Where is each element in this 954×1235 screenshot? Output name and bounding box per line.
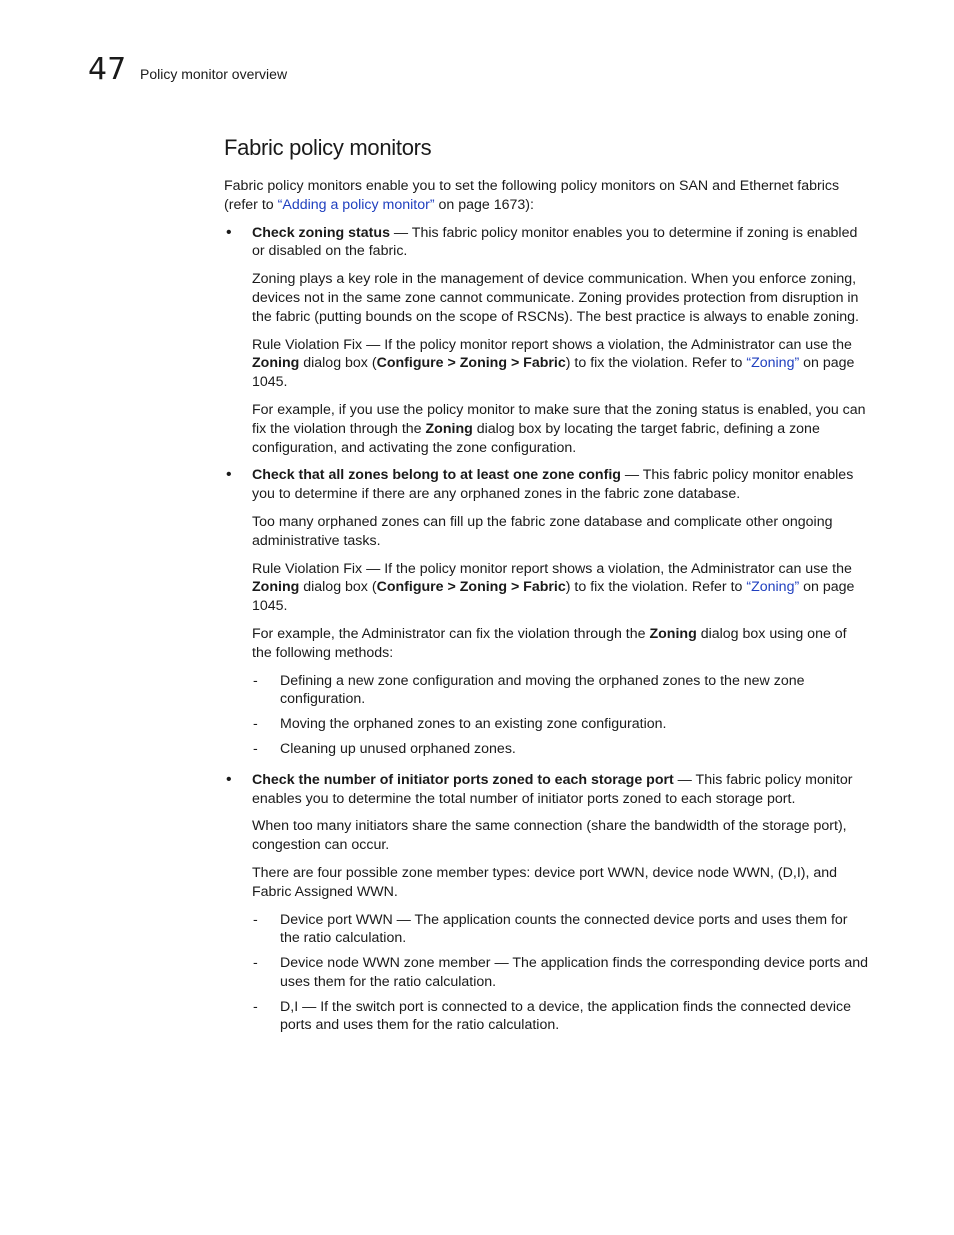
dash-list-item: - Device port WWN — The application counts the connected device ports and uses them for the ratio calculation. <box>224 911 870 949</box>
body-paragraph: Zoning plays a key role in the management of device communication. When you enforce zoning, devices not in the same zone cannot communicate. Zoning provides protection from disruption in the fabric (putting bounds on the scope of RSCNs). The best practice is always to enable zoning. <box>252 271 859 325</box>
bullet-title: Check that all zones belong to at least one zone config <box>252 467 621 484</box>
chapter-number: 47 <box>88 52 127 87</box>
rule-violation-fix: Rule Violation Fix — If the policy monitor report shows a violation, the Administrator can use the Zoning dialog box (Configure > Zoning > Fabric) to fix the violation. Refer to “Zoning” on page 1045. <box>252 336 855 391</box>
body-paragraph: There are four possible zone member types: device port WWN, device node WWN, (D,I), and Fabric Assigned WWN. <box>252 864 838 900</box>
bullet-item <box>224 466 870 504</box>
body-paragraph: Too many orphaned zones can fill up the fabric zone database and complicate other ongoing administrative tasks. <box>252 513 833 549</box>
bullet-title: Check the number of initiator ports zoned to each storage port <box>252 771 674 788</box>
main-content <box>224 134 870 1041</box>
zoning-link[interactable]: “Zoning” <box>746 355 800 372</box>
bullet-title: Check zoning status <box>252 224 390 241</box>
rule-violation-fix: Rule Violation Fix — If the policy monitor report shows a violation, the Administrator can use the Zoning dialog box (Configure > Zoning > Fabric) to fix the violation. Refer to “Zoning” on page 1045. <box>252 560 855 615</box>
bullet-description: — This fabric policy monitor enables you to determine the total number of initiator ports zoned to each storage port. <box>252 771 853 807</box>
intro-paragraph <box>224 177 870 215</box>
bullet-item <box>224 224 870 262</box>
bullet-item <box>224 771 870 809</box>
dash-list-item: - Device node WWN zone member — The application finds the corresponding device ports and uses them for the ratio calculation. <box>224 954 870 992</box>
section-title: Fabric policy monitors <box>224 135 432 160</box>
bullet-description: — This fabric policy monitor enables you to determine if there are any orphaned zones in the fabric zone database. <box>252 467 854 503</box>
bullet-description: — This fabric policy monitor enables you to determine if zoning is enabled or disabled on the fabric. <box>252 224 858 260</box>
body-paragraph: When too many initiators share the same connection (share the bandwidth of the storage port), congestion can occur. <box>252 818 847 854</box>
example-paragraph: For example, the Administrator can fix the violation through the Zoning dialog box using one of the following methods: <box>252 625 847 661</box>
zoning-link[interactable]: “Zoning” <box>746 579 800 596</box>
dash-list-item: - Defining a new zone configuration and moving the orphaned zones to the new zone configuration. <box>224 672 870 710</box>
dash-list-item: - Moving the orphaned zones to an existing zone configuration. <box>224 715 870 734</box>
example-paragraph: For example, if you use the policy monitor to make sure that the zoning status is enabled, you can fix the violation through the Zoning dialog box by locating the target fabric, defining a zone configuration, and activating the zone configuration. <box>252 401 866 456</box>
intro-text-after: on page 1673): <box>434 196 534 213</box>
intro-text: Fabric policy monitors enable you to set the following policy monitors on SAN and Ethernet fabrics (refer to <box>224 178 840 213</box>
chapter-title: Policy monitor overview <box>140 66 288 82</box>
adding-policy-monitor-link[interactable]: “Adding a policy monitor” <box>277 196 435 213</box>
dash-list-item: - D,I — If the switch port is connected to a device, the application finds the connected device ports and uses them for the ratio calculation. <box>224 998 870 1036</box>
dash-list-item: - Cleaning up unused orphaned zones. <box>224 740 870 759</box>
